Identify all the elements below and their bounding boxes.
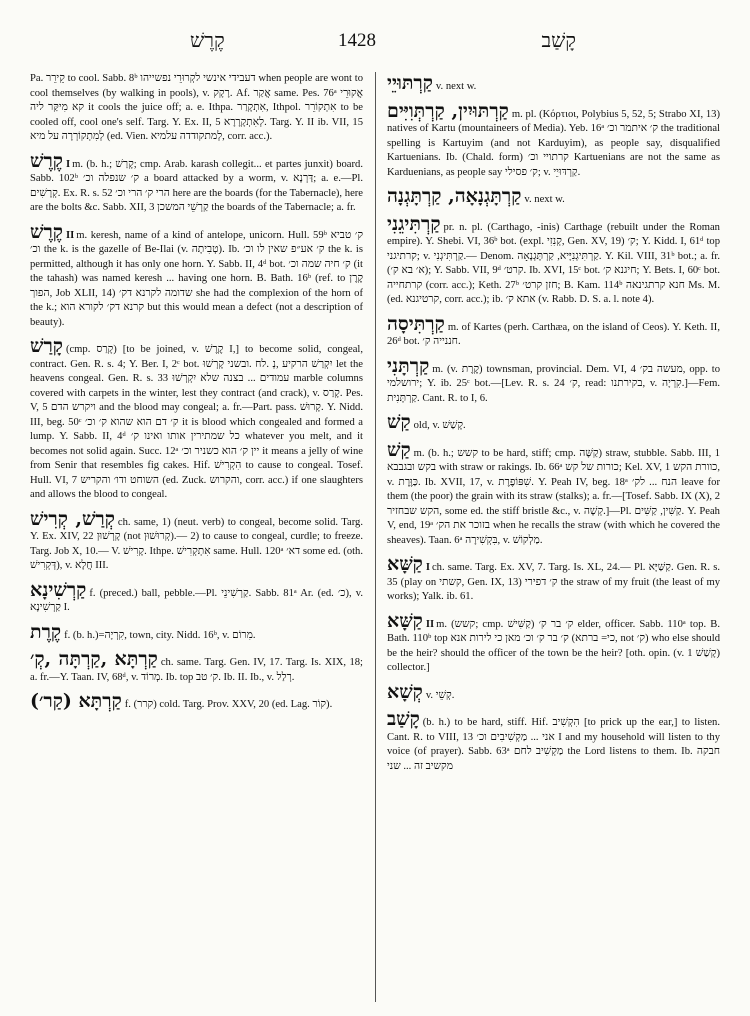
entry-line: stubble. Sabb. III, 1 בקש ובגבבא with straw or rakings. [387,447,720,473]
entry-line: when people are wont to cool themselves (by walking in [30,73,363,99]
entry-text [387,100,720,181]
entry-line: (and not Karduyim), as people say, disqualified Kartuenians. [387,137,720,163]
entry-line: may congeal; a. fr.—Part. pass. קָרוּשׁ. Y. Nidd. III, beg. [30,402,363,428]
entry-line: listen to thy voice (of prayer). Sabb. 63ᵃ מַקְשִׁיב לחם [387,731,720,757]
entry-line: v. מַלְקוֹשׁ. [502,534,543,546]
dictionary-entry [30,621,363,644]
entry-line: 81ᵃ Ar. (ed. כ׳), v. קַרְשִׁינָא I. [30,587,363,613]
entry-line: B. Bath. 16ᵇ (ref. to קֶרֶן הפוך, Job XLII, 14) שדומה לקרנא [30,273,363,299]
entry-line: ק׳, read: בקירתנו, v. קִרְיָה.]—Fem. קַרְתָּנִית. Cant. R. [387,378,720,404]
entry-headword: קַרְתּוּיִין, קַרְתְּוִיִּים [387,99,509,122]
dictionary-entry [387,708,720,774]
entry-line: (א׳ בא ק׳); Y. Sabb. VII, 9ᵈ קרט׳. Ib. XVI, 15ᶜ bot. חיגנא ק׳; [387,265,643,276]
entry-line: it has only one horn. Y. Sabb. II, 4ᵈ bot. ק׳ חיה שמה וכ׳ [116,258,354,270]
entry-line: Ithpe. אִתְקְרִישׁ same. Hull. 120ᵃ דא׳ some ed. (oth. דְּקְרִישׁ), [30,545,363,571]
entry-line: pools), v. רָקָק. [169,87,237,99]
running-head [40,28,710,60]
dictionary-entry [387,439,720,549]
dictionary-entry [387,681,720,704]
entry-text [387,355,720,407]
dictionary-entry [387,72,720,95]
entry-text [30,508,363,574]
entry-line: (it the tahash) was named keresh ... having one horn. [30,258,363,284]
entry-line: Hull. 59ᵇ ק׳ טביא וכ׳ the k. is the gazelle of Be-Ilai (v. [30,229,363,255]
entry-line: ch. same, 1) (neut. verb) to congeal, [117,516,279,528]
entry-line: m. (b. h.; קָרַשׁ; cmp. Arab. karash collegit... [72,158,265,170]
entry-line: Senir that resembles fig cakes. [54,460,194,471]
dictionary-entry [387,610,720,676]
entry-line: Ithpa. אִתְקָרַר, Ithpol. אִתְקוֹרֵר to be cooled off, cool one's [30,102,363,128]
dictionary-entry [30,335,363,503]
dictionary-entry [30,72,363,145]
entry-line: Hif. הִקְרִישׁ to cause to congeal. Tosef. Hull. VI, 7 השוחט [30,460,363,486]
entry-line: m. pl. (Κόρτιοι, Polybius 5, 52, 5; [511,108,659,120]
entry-line: V. קָרִישׁ. [111,545,150,557]
entry-line: Ib. (Chald. form) קרתויי וכ׳ Kartuenians are not the same [445,152,712,163]
dictionary-entry [387,553,720,605]
entry-text [30,690,363,713]
dictionary-entry [30,690,363,713]
entry-line: לְמִתְקוֹרְרָה על מיא (ed. Vien. לְמתקודדה עלמיא, corr. acc.). [30,131,273,142]
entry-line: טב. Ib. II. Ib., v. רְלַל. [195,671,295,683]
entry-line: m. keresh, name of a kind of antelope, unicorn. [76,229,288,241]
two-column-body [30,72,720,1002]
entry-line: 20 (ed. Lag. קוֹר). [258,699,333,710]
entry-text [30,335,363,503]
entry-text [30,150,363,216]
dictionary-entry [30,648,363,685]
entry-text [387,72,720,95]
entry-line: טְבִיתָה). Ib. ק׳ אע״פ שאין לו וכ׳ the k. is permitted, although [30,244,363,270]
entry-line: Y. Bets. I, 60ᶜ bot. קרתחייה (corr. acc.); Keth. 27ᵇ חזן קרט׳; [387,265,720,291]
entry-line: Is. XIX, 18; a. fr.—Y. Taan. IV, 68ᵈ, v. מְרוֹד. Ib. top ק׳ [30,657,363,683]
entry-line: דק׳ she had the complexion of the horn of the k.; קרנא [30,287,363,313]
dictionary-entry [387,411,720,434]
entry-line: 50ᶜ ק׳ דם הוא שהוא ק׳ וכ׳ it is blood which congealed and [68,416,325,428]
entry-line: covered with carpets in the winter, lest they contract [30,387,259,399]
entry-headword: קֶרֶשׁ [30,220,63,243]
entry-line: become solid. Targ. Y. Ex. XIV, 22 קָרְשׁוּן (not קְרוּשׁוּן).— [30,516,363,542]
entry-headword: קָשַׁב [387,708,420,730]
entry-line: Strabo XI, 13) natives of Kartu (mountaineers of Media). [387,108,720,134]
entry-headword: קַרְתָּא ,קַרְתָּה ,קְ׳ [30,648,158,670]
running-head-left-word: קֶרֶשׁ [190,28,225,52]
dictionary-entry [387,185,720,208]
entry-line: of Ceos). Y. Keth. II, 26ᵈ bot. חננייה ק׳. [387,321,720,347]
entry-line: old, v. קָשַׁשׁ. [413,420,466,431]
entry-line: m. of Kartes (perh. Carthæa, on the island [447,321,631,333]
entry-text [387,411,720,434]
entry-line: 12ᵃ יין ק׳ הוא כשניר וכ׳ it means a jelly of wine from [30,445,363,471]
entry-line: ch. same. Targ. Gen. IV, 17. Targ. [160,657,311,668]
entry-line: Gen. R. s. 33 עמודים ... בצנה שלא יִקְרְשׁוּ marble columns [108,373,363,384]
entry-headword: קַשָּׁא [387,553,423,575]
entry-sense-number: I [425,562,430,573]
entry-line: 2) to cause to congeal, curdle; to freeze. Targ. Job X, 10.— [30,531,363,557]
entry-line: (b. h.) to be hard, stiff. [422,717,532,728]
entry-headword: קֶרֶת [30,620,62,643]
dictionary-entry [30,579,363,616]
column-divider [375,72,376,1002]
entry-text [387,610,720,676]
entry-line: et partes junxit) board. Sabb. 102ᵇ ק׳ שנפלה וכ׳ a board [30,158,363,184]
entry-headword: קְשָׁא [387,680,423,703]
entry-line: B. Kam. 114ᵇ חנא קרתגינאה Ms. M. (ed. קרטיגנא, corr. [387,279,720,305]
entry-text [387,213,720,308]
dictionary-entry [30,508,363,574]
entry-line: Denom. קַרְתִּיגְנִיָּיא, קַרְתָּגְנָאָה. Y. Kil. VIII, 31ᵇ bot.; a. fr. [480,250,720,262]
entry-text [30,648,363,685]
entry-line: מעשה בק׳, opp. to ירושלמי; Y. ib. 25ᶜ bot.—[Lev. R. s. 24 [387,363,720,389]
entry-headword: קֶרֶשׁ [30,149,63,172]
entry-headword: קַשָּׁא [387,609,423,632]
entry-headword: קַשׁ [387,438,411,461]
entry-line: V, end, 19ᵃ בזוכר את הק׳ when he recalls the straw [387,520,604,531]
entry-text [387,681,720,704]
entry-line: pr. n. pl. (Carthago, -inis) Carthage (rebuilt [443,221,643,233]
entry-line: v. next w. [524,194,565,205]
entry-headword: קַשׁ [387,411,411,433]
entry-sense-number: I [65,158,71,170]
entry-line: Pl. קַשַּׁיָּא. Gen. R. s. 35 (play on קשתי, Gen. IX, 13) ק׳ דפירי [387,562,720,588]
entry-line: f. (preced.) ball, pebble.—Pl. קַרְשִׁינֵי. Sabb. [89,587,284,599]
dictionary-entry [387,313,720,350]
entry-line: a. fr.—[Tosef. Sabb. IX (X), 2 הקש שבחזיר, some ed. the [387,491,720,517]
entry-headword: קָרַשׁ [30,335,63,357]
entry-line: Pa. קֵירֵר to cool. Sabb. 8ᵇ דעבידי אינשי לקְרוּרֵי נפשייהו [30,73,259,84]
dictionary-entry [387,100,720,181]
entry-headword: קַרְתּוּיֵי [387,72,433,94]
entry-line: ib. 61. [446,591,474,602]
entry-line: leave for them (the poor) the grain with its straw (stalks); [387,476,720,502]
entry-text [387,708,720,774]
entry-line: to VIII, 13 אני ... מַקְשִׁיבִים וכ׳ I and my household will [426,731,669,743]
entry-text [387,439,720,549]
entry-line: יִקְרַשׁ הרקיע ,נְ .לח .ובשני קָרְשׁוּ let the heavens congeal. [30,358,363,384]
entry-headword: קַרְתִּיגֵנִי [387,212,441,235]
entry-line: f. (b. h.)=קִרְיָה, town, city. Nidd. 16ᵇ, v. מִרוֹם. [64,629,256,641]
entry-headword: קְרַשׁ, קְרִישׁ [30,507,115,530]
entry-line: Ib. 66ᵃ כורות של קש; Kel. XV, 1 כוורת הקש, v. כַּוֶּרֶת. Ib. [387,462,720,488]
dictionary-entry [387,213,720,308]
entry-line: formed a lump. Y. Sabb. II, 4ᵈ כל שמתירין אותו ואינו ק׳ [30,416,363,442]
page-number: 1428 [338,30,376,51]
right-column [387,72,720,1002]
entry-headword: קַרְתָּא (קַר׳) [30,690,122,712]
entry-line: דק׳ לקורא הוא but this would mean a defect (not a [60,302,304,313]
entry-line: as Karduenians, as people say ק׳ פסילי; v. קַרְדּוּיֵי. [387,152,720,178]
entry-line: Gen. XV, 19) ק׳; Y. Kidd. I, 61ᵈ top קרתיגני; v. קַרְתִּיגְנִי.— [387,236,720,262]
entry-text [30,72,363,145]
entry-sense-number: II [65,229,75,241]
entry-line: stiff bristle &c., v. קְשָׁה.]—Pl. קַשִּׁין, קַשִּׁים. Y. Peah [502,505,720,517]
entry-line: v. חֲלָא III. [65,560,109,571]
entry-headword: קַרְשִׁינָא [30,578,87,601]
entry-line: Hif. הִקְשִׁיב [to prick up the ear,] to listen. Cant. R. [387,717,720,743]
entry-line: the straw of my fruit (the least of my works); Yalk. [387,576,720,602]
entry-headword: קַרְתָּגְנָאָה, קַרְתָּגְנָה [387,185,522,207]
entry-line: Yeb. 16ᵃ ק׳ איתמר וכ׳ the traditional spelling is Kartuyim [387,123,720,149]
entry-line: f. (קרר) cold. Targ. Prov. XXV, [124,699,259,710]
entry-text [30,221,363,331]
entry-line: of the Tabernacle; a. fr. [257,202,356,213]
entry-sense-number: II [425,618,435,630]
entry-line: juice off; a. e. [141,102,209,113]
entry-line: m. (קשש; cmp. קַשִּׁישׁ) ק׳ בר ק׳ elder, officer. [436,618,640,630]
entry-line: (and crack), v. קָרַס. Pes. V, 5 ויקרש הדם and the blood [30,387,363,413]
entry-text [387,185,720,208]
entry-line: ודו׳ והקריש (ed. Zuck. והקרוש, corr. acc.) if one slaughters and [30,474,363,500]
entry-line: here are the bolts &c. Sabb. XII, 3 קַרְשֵׁי המשכן the boards [30,187,363,213]
dictionary-entry [30,221,363,331]
left-column [30,72,363,1002]
entry-line: solid, congeal, contract. Gen. R. s. 4; Y. Ber. I, 2ᶜ bot. [30,344,363,370]
entry-line: XVII, 17, v. שִׁפּוֹפֶרֶת. Y. Peah IV, beg. 18ᵃ הנח ... לק׳ [440,476,682,488]
dictionary-entry [387,355,720,407]
entry-text [30,579,363,616]
entry-line: the Lord listens to them. Ib. חבקה מקשיב זה ... שני [387,746,720,772]
entry-text [387,553,720,605]
entry-line: attacked by a worm, v. דַּרְנָא; a. e.—Pl. קְרָשִׁים. Ex. R. s. 52 [30,173,363,199]
entry-line: v. next w. [435,81,477,92]
entry-line: v. קְשֵׁי. [425,689,455,701]
entry-headword: קַרְתָּנִי [387,354,430,377]
entry-line: (with which he covered the sheaves). Taan. 6ᵃ בִּקְשִׁירָה, [387,520,720,546]
entry-headword: קַרְתִּיסָה [387,312,445,335]
entry-line: הרי ק׳ הרי וכ׳ here are the boards (for the Tabernacle), [115,187,345,199]
entry-line: whatever you melt, and it becomes not solid again. Succ. [30,431,363,457]
running-head-right-word: קָשַׁב [541,28,576,52]
entry-line: self. Targ. Y. Ex. II, 5 לְאִתְקָרָרָא. Targ. Y. II ib. VII, 15 [126,116,363,128]
entry-line: the officer of the town be the heir? [oth. opin. (v. קָשַׁשׁ 1) [472,647,720,659]
entry-text [30,621,363,644]
entry-line: acc.); ib. אתא ק׳ (v. Rabb. D. S. a. l. note 4). [466,294,655,305]
entry-line: allows the blood to congeal. [47,489,168,500]
entry-line: (cmp. קָרַס) [to be joined, v. קֶרֶשׁ I,] to become [65,344,299,355]
entry-line: m. (v. קֶרֶת) townsman, provincial. Dem. VI, 4 [432,363,640,375]
entry-line: to I, 6. [460,392,488,404]
entry-line: under the Roman empire). Y. Shebi. VI, 36ᵇ bot. (expl. קְנִזִי, [387,221,720,247]
entry-line: m. (b. h.; קשש to be hard, stiff; cmp. קַשָּׁה) straw, [413,447,634,459]
entry-line: Af. אֲקַר same. Pes. 76ᵃ אֲקוּרֵי קא מִיקַּר ליה it cools the [30,87,363,113]
entry-line: ch. same. Targ. Ex. XV, 7. Targ. Is. XL, 24.— [431,562,634,573]
entry-text [387,313,720,350]
entry-line: collector.] [387,662,430,673]
entry-line: לירות אנא (כי= ברתא, not ק׳) who else should be the heir? should [387,633,720,659]
entry-line: description of beauty). [30,302,363,328]
dictionary-entry [30,150,363,216]
entry-line: Sabb. 110ᵃ top. B. Bath. 110ᵇ top ק׳ בר ק׳ וכ׳ מאן כי [387,618,720,644]
